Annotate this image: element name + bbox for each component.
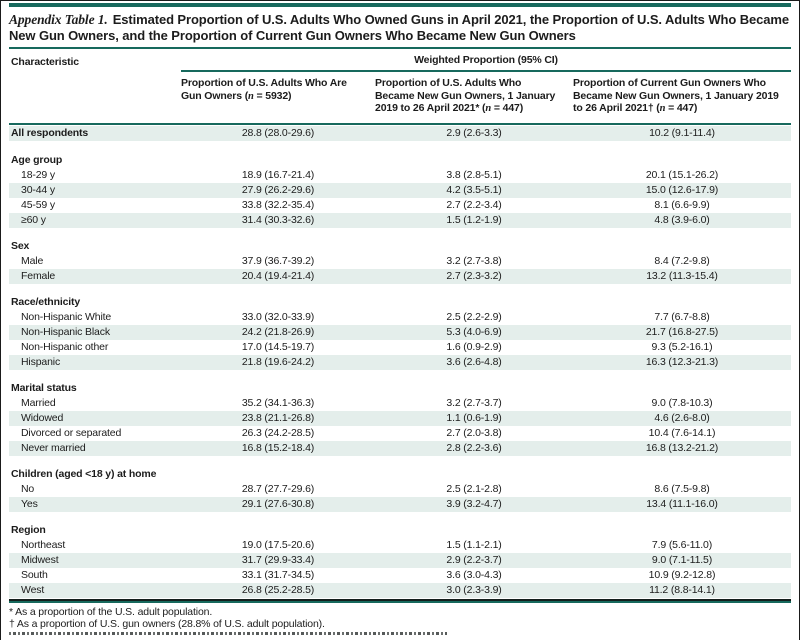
cell-value: 8.4 (7.2-9.8)	[654, 254, 710, 267]
row-label: Divorced or separated	[21, 426, 122, 439]
cell-value: 28.8 (28.0-29.6)	[241, 126, 315, 139]
table-title-text: Estimated Proportion of U.S. Adults Who Owned Guns in April 2021, the Proportion of U.S. Adults Who Became New Gun Owners, and the Proportion of Current Gun Owners Who Became New Gun Owners	[9, 12, 789, 43]
section-header: Sex	[11, 239, 30, 252]
cell-value: 18.9 (16.7-21.4)	[241, 168, 315, 181]
cell-value: 8.6 (7.5-9.8)	[654, 482, 710, 495]
cell-value: 2.9 (2.6-3.3)	[446, 126, 502, 139]
row-label: Yes	[21, 497, 38, 510]
row-label: West	[21, 583, 45, 596]
cell-value: 13.4 (11.1-16.0)	[646, 497, 718, 510]
table-title-label: Appendix Table 1.	[9, 12, 108, 27]
cell-value: 5.3 (4.0-6.9)	[446, 325, 502, 338]
section-header: Region	[11, 523, 46, 536]
cell-value: 2.9 (2.2-3.7)	[446, 553, 502, 566]
cell-value: 4.6 (2.6-8.0)	[654, 411, 710, 424]
cell-value: 33.8 (32.2-35.4)	[241, 198, 315, 211]
cell-value: 13.2 (11.3-15.4)	[646, 269, 718, 282]
cell-value: 11.2 (8.8-14.1)	[649, 583, 715, 596]
row-label: Non-Hispanic Black	[21, 325, 110, 338]
cell-value: 33.0 (32.0-33.9)	[241, 310, 315, 323]
cell-value: 31.4 (30.3-32.6)	[241, 213, 315, 226]
table-row	[9, 310, 791, 325]
cell-value: 10.4 (7.6-14.1)	[648, 426, 716, 439]
table-row	[9, 583, 791, 598]
table-row	[9, 126, 791, 141]
table-row	[9, 198, 791, 213]
cell-value: 3.6 (2.6-4.8)	[446, 355, 502, 368]
row-label: All respondents	[11, 126, 89, 139]
row-label: Widowed	[21, 411, 64, 424]
cell-value: 1.1 (0.6-1.9)	[446, 411, 502, 424]
row-label: ≥60 y	[21, 213, 46, 226]
cell-value: 26.3 (24.2-28.5)	[241, 426, 315, 439]
cell-value: 3.6 (3.0-4.3)	[446, 568, 502, 581]
cell-value: 24.2 (21.8-26.9)	[241, 325, 315, 338]
table-row	[9, 183, 791, 198]
table-title	[9, 12, 791, 43]
cell-value: 2.7 (2.2-3.4)	[446, 198, 502, 211]
characteristic-header: Characteristic	[11, 56, 79, 68]
row-label: Male	[21, 254, 44, 267]
table-row	[9, 168, 791, 183]
cell-value: 17.0 (14.5-19.7)	[241, 340, 315, 353]
row-label: Non-Hispanic other	[21, 340, 109, 353]
footnotes	[9, 603, 791, 635]
cell-value: 8.1 (6.6-9.9)	[654, 198, 710, 211]
cell-value: 1.5 (1.1-2.1)	[446, 538, 502, 551]
cell-value: 16.8 (15.2-18.4)	[241, 441, 315, 454]
row-label: Married	[21, 396, 56, 409]
header-rule	[9, 123, 791, 125]
column-header-new-gun-owners-adults: Proportion of U.S. Adults Who Became New Gun Owners, 1 January 2019 to 26 April 2021* (n = 447)	[375, 77, 556, 114]
cell-value: 4.2 (3.5-5.1)	[446, 183, 502, 196]
table-row	[9, 426, 791, 441]
table-row	[9, 355, 791, 370]
cell-value: 37.9 (36.7-39.2)	[241, 254, 315, 267]
row-label: 45-59 y	[21, 198, 55, 211]
table-row	[9, 213, 791, 228]
cell-value: 29.1 (27.6-30.8)	[241, 497, 315, 510]
row-label: 18-29 y	[21, 168, 55, 181]
row-label: Hispanic	[21, 355, 61, 368]
cell-value: 21.8 (19.6-24.2)	[241, 355, 315, 368]
cell-value: 28.7 (27.7-29.6)	[241, 482, 315, 495]
cell-value: 7.9 (5.6-11.0)	[651, 538, 713, 551]
cell-value: 20.4 (19.4-21.4)	[241, 269, 315, 282]
table-row	[9, 441, 791, 456]
cell-value: 3.8 (2.8-5.1)	[446, 168, 502, 181]
row-label: 30-44 y	[21, 183, 55, 196]
table-row	[9, 538, 791, 553]
table-row	[9, 411, 791, 426]
column-header-new-gun-owners-current: Proportion of Current Gun Owners Who Became New Gun Owners, 1 January 2019 to 26 April 2021† (n = 447)	[573, 77, 779, 114]
table-row	[9, 254, 791, 269]
row-label: Female	[21, 269, 56, 282]
table-row	[9, 269, 791, 284]
table-row	[9, 340, 791, 355]
row-label: Never married	[21, 441, 86, 454]
cell-value: 16.8 (13.2-21.2)	[645, 441, 719, 454]
row-label: Non-Hispanic White	[21, 310, 112, 323]
table-row	[9, 325, 791, 340]
cell-value: 19.0 (17.5-20.6)	[241, 538, 315, 551]
section-header: Children (aged <18 y) at home	[11, 467, 157, 480]
cell-value: 2.5 (2.2-2.9)	[446, 310, 502, 323]
cell-value: 3.2 (2.7-3.8)	[446, 254, 502, 267]
table-row	[9, 497, 791, 512]
cell-value: 1.5 (1.2-1.9)	[446, 213, 502, 226]
column-header-gun-owners: Proportion of U.S. Adults Who Are Gun Owners (n = 5932)	[181, 77, 347, 102]
weighted-proportion-span-header: Weighted Proportion (95% CI)	[181, 49, 791, 72]
cell-value: 2.5 (2.1-2.8)	[446, 482, 502, 495]
cell-value: 15.0 (12.6-17.9)	[645, 183, 719, 196]
cell-value: 20.1 (15.1-26.2)	[645, 168, 719, 181]
cell-value: 27.9 (26.2-29.6)	[241, 183, 315, 196]
section-header: Marital status	[11, 381, 77, 394]
section-header: Race/ethnicity	[11, 295, 81, 308]
table-header-row-2	[9, 72, 791, 123]
row-label: South	[21, 568, 48, 581]
cell-value: 31.7 (29.9-33.4)	[241, 553, 315, 566]
cell-value: 26.8 (25.2-28.5)	[241, 583, 315, 596]
cell-value: 3.2 (2.7-3.7)	[446, 396, 502, 409]
row-label: Midwest	[21, 553, 59, 566]
cell-value: 3.9 (3.2-4.7)	[446, 497, 502, 510]
cell-value: 7.7 (6.7-8.8)	[654, 310, 710, 323]
row-label: No	[21, 482, 35, 495]
column-header-spacer	[9, 72, 181, 123]
cell-value: 33.1 (31.7-34.5)	[241, 568, 315, 581]
cell-value: 9.0 (7.1-11.5)	[651, 553, 713, 566]
footnote-asterisk: * As a proportion of the U.S. adult population.	[9, 605, 213, 618]
cell-value: 3.0 (2.3-3.9)	[446, 583, 502, 596]
table-row	[9, 553, 791, 568]
table-header-row-1	[9, 49, 791, 72]
cell-value: 16.3 (12.3-21.3)	[645, 355, 719, 368]
cell-value: 35.2 (34.1-36.3)	[241, 396, 315, 409]
table-row	[9, 482, 791, 497]
cell-value: 10.2 (9.1-11.4)	[649, 126, 715, 139]
top-rule	[9, 3, 791, 7]
cell-value: 4.8 (3.9-6.0)	[654, 213, 710, 226]
cell-value: 23.8 (21.1-26.8)	[241, 411, 315, 424]
footnote-dagger: † As a proportion of U.S. gun owners (28.8% of U.S. adult population).	[9, 618, 325, 630]
table-row	[9, 568, 791, 583]
row-label: Northeast	[21, 538, 66, 551]
table-body	[9, 126, 791, 598]
cell-value: 2.7 (2.3-3.2)	[446, 269, 502, 282]
cell-value: 21.7 (16.8-27.5)	[645, 325, 719, 338]
section-header: Age group	[11, 153, 63, 166]
cell-value: 10.9 (9.2-12.8)	[648, 568, 716, 581]
cell-value: 2.7 (2.0-3.8)	[446, 426, 502, 439]
cell-value: 2.8 (2.2-3.6)	[446, 441, 502, 454]
cell-value: 9.0 (7.8-10.3)	[651, 396, 713, 409]
clipped-footnote-line	[9, 632, 447, 635]
cell-value: 1.6 (0.9-2.9)	[446, 340, 502, 353]
table-row	[9, 396, 791, 411]
cell-value: 9.3 (5.2-16.1)	[651, 340, 713, 353]
